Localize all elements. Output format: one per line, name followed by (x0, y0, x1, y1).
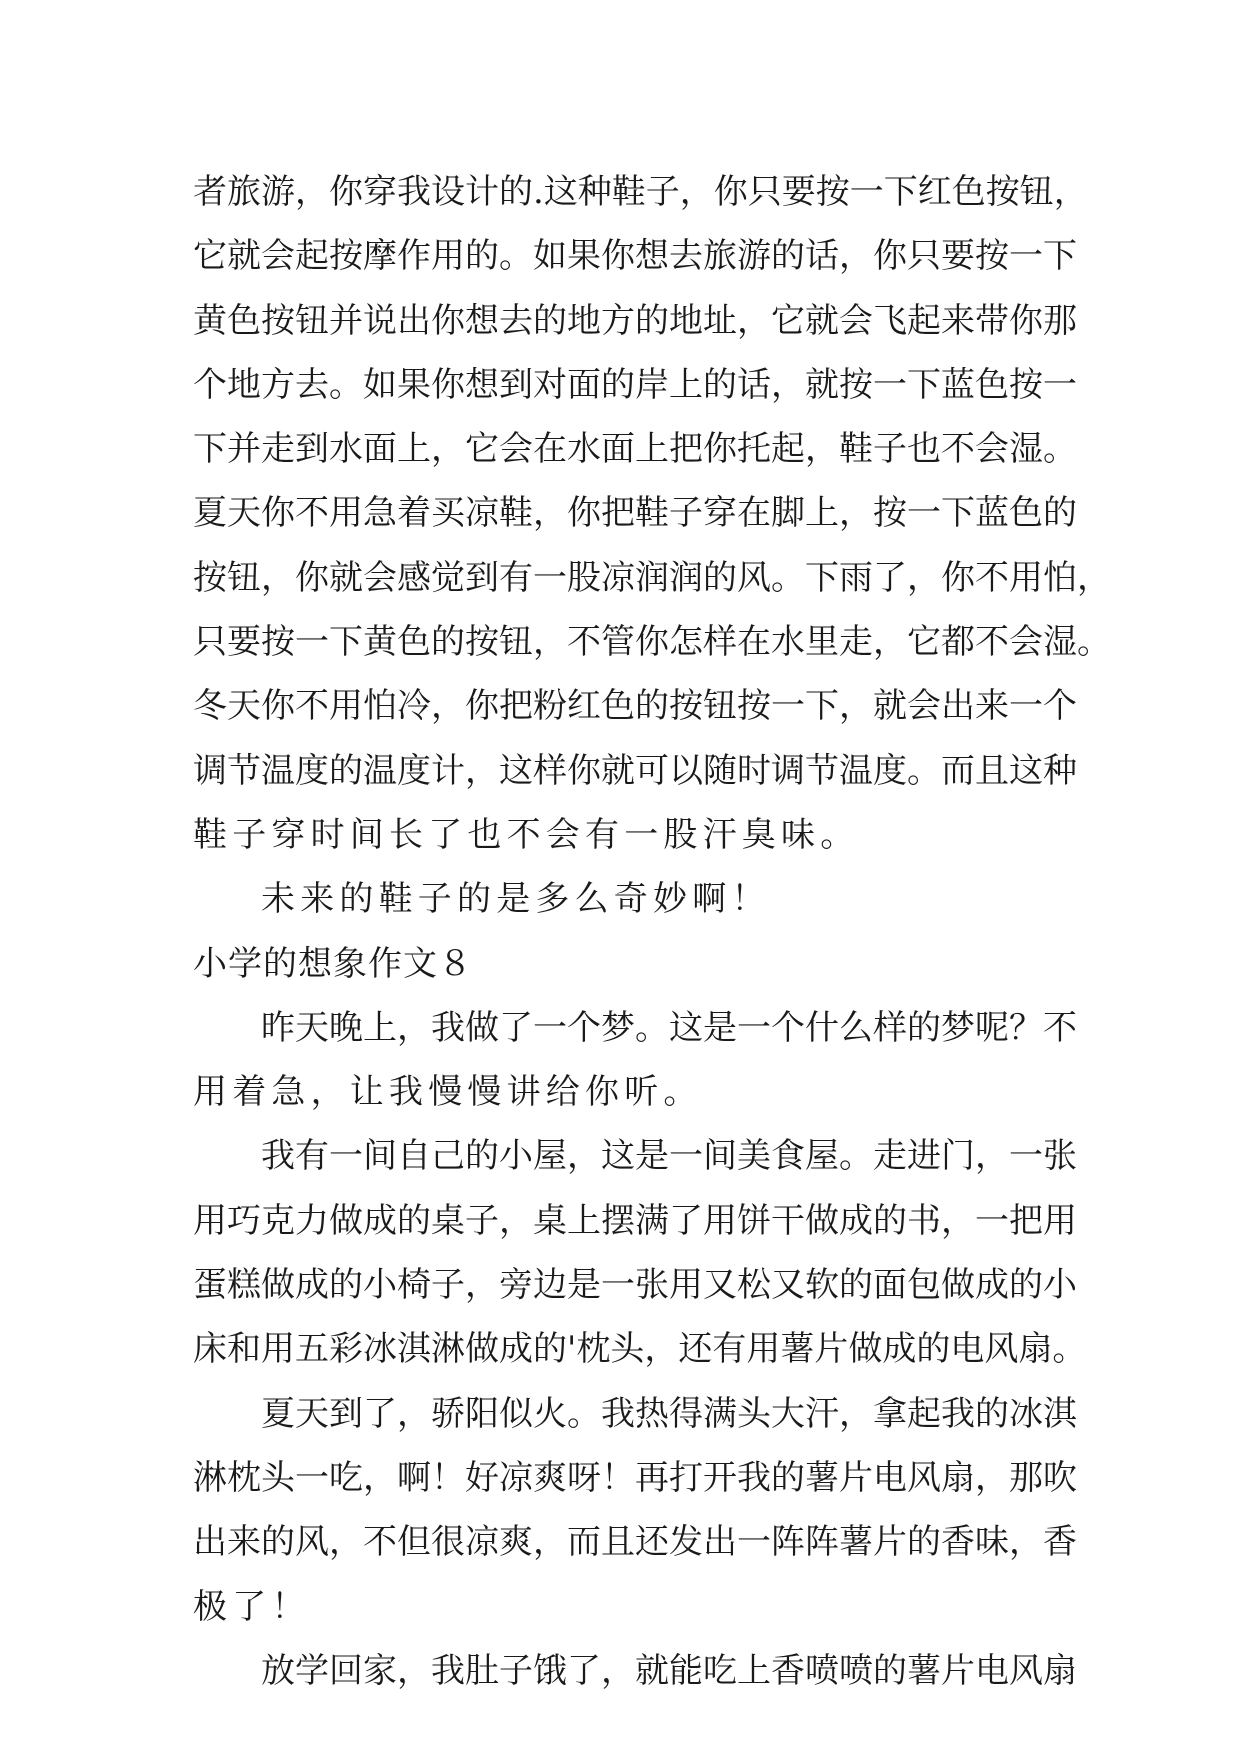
text-line: 淋枕头一吃，啊！好凉爽呀！再打开我的薯片电风扇，那吹 (193, 1457, 1077, 1498)
text-line: 者旅游，你穿我设计的.这种鞋子，你只要按一下红色按钮， (193, 172, 1088, 212)
text-line: 个地方去。如果你想到对面的岸上的话，就按一下蓝色按一 (193, 364, 1077, 405)
text-line: 极了！ (193, 1586, 311, 1627)
section-heading: 小学的想象作文８ (193, 943, 473, 984)
text-line: 下并走到水面上，它会在水面上把你托起，鞋子也不会湿。 (193, 429, 1077, 470)
text-line: 鞋子穿时间长了也不会有一股汗臭味。 (193, 814, 860, 855)
text-line: 出来的风，不但很凉爽，而且还发出一阵阵薯片的香味，香 (193, 1522, 1077, 1563)
document-body (193, 160, 1111, 1703)
text-line: 黄色按钮并说出你想去的地方的地址，它就会飞起来带你那 (193, 300, 1077, 341)
text-line: 用着急，让我慢慢讲给你听。 (193, 1072, 703, 1113)
text-line: 未来的鞋子的是多么奇妙啊！ (261, 879, 771, 920)
text-line: 用巧克力做成的桌子，桌上摆满了用饼干做成的书，一把用 (193, 1200, 1077, 1241)
text-line: 夏天到了，骄阳似火。我热得满头大汗，拿起我的冰淇 (261, 1393, 1077, 1434)
text-line: 床和用五彩冰淇淋做成的'枕头，还有用薯片做成的电风扇。 (193, 1329, 1087, 1370)
text-line: 夏天你不用急着买凉鞋，你把鞋子穿在脚上，按一下蓝色的 (193, 493, 1077, 534)
text-line: 调节温度的温度计，这样你就可以随时调节温度。而且这种 (193, 750, 1077, 791)
text-line: 昨天晚上，我做了一个梦。这是一个什么样的梦呢？不 (261, 1007, 1077, 1048)
text-line: 我有一间自己的小屋，这是一间美食屋。走进门，一张 (261, 1136, 1077, 1177)
text-line: 放学回家，我肚子饿了，就能吃上香喷喷的薯片电风扇 (261, 1650, 1077, 1691)
text-line: 它就会起按摩作用的。如果你想去旅游的话，你只要按一下 (193, 236, 1077, 277)
text-line: 按钮，你就会感觉到有一股凉润润的风。下雨了，你不用怕， (193, 557, 1111, 598)
text-line: 只要按一下黄色的按钮，不管你怎样在水里走，它都不会湿。 (193, 622, 1111, 663)
text-line: 冬天你不用怕冷，你把粉红色的按钮按一下，就会出来一个 (193, 686, 1077, 727)
text-line: 蛋糕做成的小椅子，旁边是一张用又松又软的面包做成的小 (193, 1265, 1077, 1306)
